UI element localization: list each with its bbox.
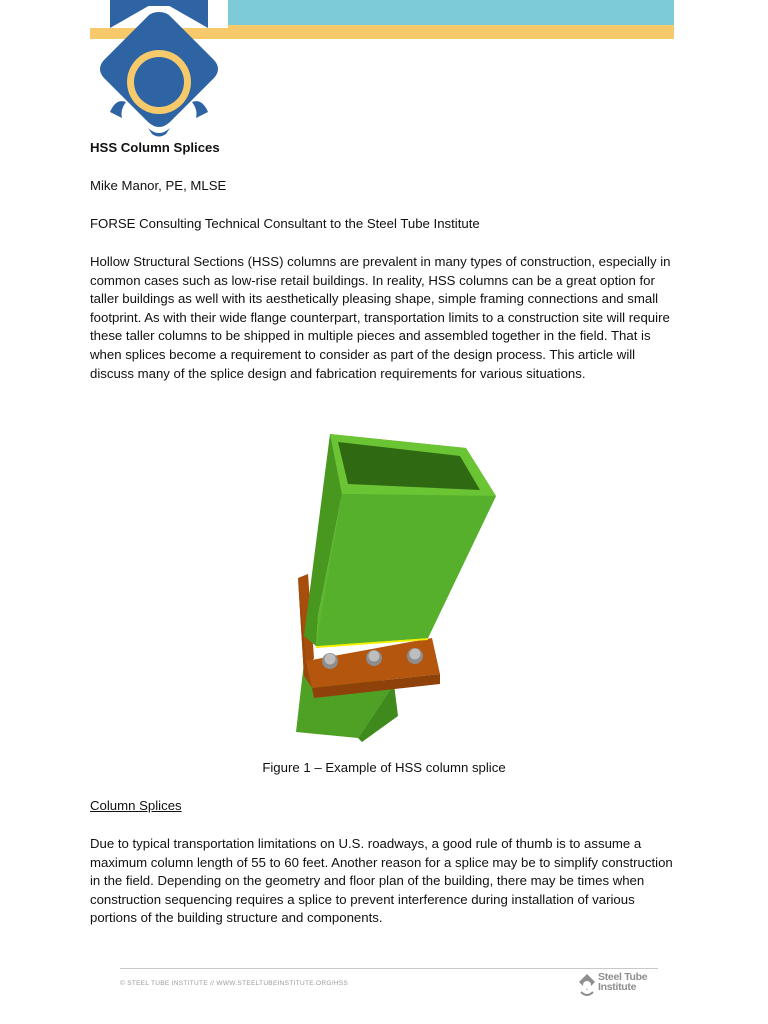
intro-paragraph: Hollow Structural Sections (HSS) columns are prevalent in many types of construction, especially in common cases such as low-rise retail buildings. In reality, HSS columns can be a great option for taller buildings as well with its aesthetically pleasing shape, simple framing connections and small footprint. As with their wide flange counterpart, transportation limits to a construction site will require these taller columns to be shipped in multiple pieces and assembled together in the field. That is when splices become a requirement to consider as part of the design process. This article will discuss many of the splice design and fabrication requirements for various situations. (90, 254, 671, 381)
figure-caption: Figure 1 – Example of HSS column splice (262, 760, 506, 775)
footer-logo-line1: Steel Tube (598, 971, 648, 983)
footer-logo-text (598, 972, 647, 992)
hss-column-splice-figure (282, 426, 506, 742)
footer-logo-line2: Institute (598, 981, 637, 993)
section-heading: Column Splices (90, 798, 182, 813)
footer-divider (120, 968, 658, 969)
affiliation-line: FORSE Consulting Technical Consultant to the Steel Tube Institute (90, 216, 480, 231)
author-line: Mike Manor, PE, MLSE (90, 178, 227, 193)
section-paragraph: Due to typical transportation limitations on U.S. roadways, a good rule of thumb is to assume a maximum column length of 55 to 60 feet. Another reason for a splice may be to simplify construction in the field. Depending on the geometry and floor plan of the building, there may be times when construction sequencing requires a splice to prevent interference during installation of various portions of the building structure and components. (90, 836, 673, 926)
steel-tube-institute-logo-icon (90, 0, 228, 138)
footer-text: © STEEL TUBE INSTITUTE // WWW.STEELTUBEINSTITUTE.ORG/HSS (120, 980, 349, 987)
document-title: HSS Column Splices (90, 140, 220, 155)
